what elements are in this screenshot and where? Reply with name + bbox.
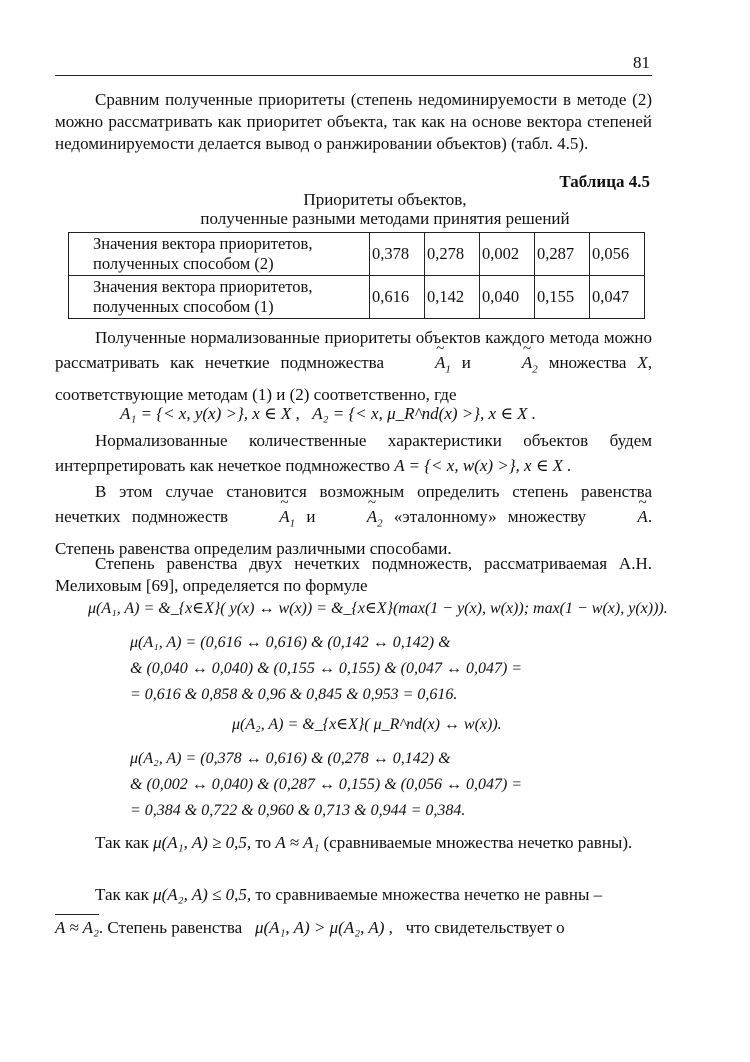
table-caption: Таблица 4.5 [559, 172, 650, 191]
paragraph-5: Степень равенства двух нечетких подмножеств, рассматриваемая А.Н. Мелиховым [69], определяется по формуле [55, 554, 652, 595]
table-row [69, 276, 645, 319]
paragraph-4 [55, 479, 652, 561]
p8-text-b: что свидетельствует о [405, 918, 565, 937]
p8-text-a: . Степень равенства [98, 918, 243, 937]
priorities-table [68, 232, 645, 319]
set-a1: ~ $A_1$ [395, 353, 451, 372]
set-a2: ~ $A_2$ [482, 353, 538, 372]
formula-compare: μ(A₁, A) > μ(A₂, A) , [254, 918, 393, 937]
paragraph-7 [55, 882, 652, 907]
p6-text-b: то [255, 833, 272, 852]
p2-text-a: Полученные нормализованные приоритеты объектов каждого метода можно рассматривать как нечеткие подмножества [55, 328, 652, 372]
formula-sets [120, 401, 600, 427]
row-label-line-2: полученных способом (1) [93, 297, 274, 316]
formula-approx-1: A ≈ A₁ [275, 833, 320, 852]
table-row [69, 233, 645, 276]
row-label-line-2: полученных способом (2) [93, 254, 274, 273]
paragraph-6 [55, 830, 652, 855]
formula-line-6: = 0,616 & 0,858 & 0,96 & 0,845 & 0,953 = 0,616. [130, 686, 458, 703]
paragraph-8 [55, 914, 652, 940]
row-label-line-1: Значения вектора приоритетов, [93, 234, 313, 253]
formula-a1-def: A₁ = {< x, y(x) >}, x ∈ X , [120, 404, 300, 423]
formula-a-def: A = {< x, w(x) >}, x ∈ X . [394, 456, 572, 475]
p4-text-d: . Степень равенства определим различными способами. [55, 507, 653, 559]
p3-text: Нормализованные количественные характеристики объектов будем интерпретировать как нечеткое подмножество [55, 431, 652, 475]
set-x: X [637, 353, 648, 372]
formula-line-5: & (0,040 ↔ 0,040) & (0,155 ↔ 0,155) & (0,047 ↔ 0,047) = [130, 660, 523, 677]
table-cell: 0,142 [425, 276, 480, 319]
table-cell: 0,047 [590, 276, 645, 319]
row-label [69, 233, 370, 276]
row-label [69, 276, 370, 319]
page-number: 81 [633, 53, 650, 72]
table-cell: 0,278 [425, 233, 480, 276]
p2-text-c: множества [548, 353, 627, 372]
set-a: ~ A [597, 507, 647, 526]
formula-line-10: = 0,384 & 0,722 & 0,960 & 0,713 & 0,944 = 0,384. [130, 802, 466, 819]
paragraph-2: Полученные нормализованные приоритеты объектов каждого метода можно рассматривать как нечеткие подмножества ~ $A_1$ и ~ $A_2$ множества X, соответствующие методам (1) и (2) соответственно, где [55, 325, 652, 407]
p7-text-b: то сравниваемые множества нечетко не равны – [255, 885, 603, 904]
set-a1: ~ $A_1$ [239, 507, 295, 526]
table-cell: 0,155 [535, 276, 590, 319]
table-title-2: полученные разными методами принятия решений [200, 209, 570, 228]
table-cell: 0,287 [535, 233, 590, 276]
table-cell: 0,040 [480, 276, 535, 319]
formula-line-4: μ(A₁, A) = (0,616 ↔ 0,616) & (0,142 ↔ 0,142) & [130, 634, 451, 651]
table-cell: 0,056 [590, 233, 645, 276]
header-rule [55, 75, 652, 76]
table-cell: 0,616 [370, 276, 425, 319]
formula-line-9: & (0,002 ↔ 0,040) & (0,287 ↔ 0,155) & (0,056 ↔ 0,047) = [130, 776, 523, 793]
formula-ineq-2: μ(A₂, A) ≤ 0,5, [153, 885, 252, 904]
formula-a2-def: A₂ = {< x, μ_R^nd(x) >}, x ∈ X . [312, 404, 537, 423]
p4-text-a: В этом случае становится возможным определить степень равенства нечетких подмножеств [55, 482, 652, 526]
table-cell: 0,378 [370, 233, 425, 276]
row-label-line-1: Значения вектора приоритетов, [93, 277, 313, 296]
table-title-1: Приоритеты объектов, [303, 190, 467, 209]
paragraph-1: Сравним полученные приоритеты (степень недоминируемости в методе (2) можно рассматривать как приоритет объекта, так как на основе вектора степеней недоминируемости делается вывод о ранжировании объектов) (табл. 4.5). [55, 90, 652, 153]
formula-line-8: μ(A₂, A) = (0,378 ↔ 0,616) & (0,278 ↔ 0,142) & [130, 750, 451, 767]
p6-text-a: Так как [95, 833, 149, 852]
set-a2: ~ $A_2$ [327, 507, 383, 526]
formula-melikhov: μ(A₁, A) = &_{x∈X}( y(x) ↔ w(x)) = &_{x∈X}(max(1 − y(x), w(x)); max(1 − w(x), y(x))). [88, 600, 668, 617]
p6-text-c: (сравниваемые множества нечетко равны). [323, 833, 633, 852]
formula-ineq-1: μ(A₁, A) ≥ 0,5, [153, 833, 252, 852]
p4-text-b: и [306, 507, 316, 526]
paragraph-3 [55, 428, 652, 478]
p2-text-b: и [461, 353, 471, 372]
p4-text-c: «эталонному» множеству [393, 507, 587, 526]
formula-line-7: μ(A₂, A) = &_{x∈X}( μ_R^nd(x) ↔ w(x)). [232, 716, 502, 733]
p7-text-a: Так как [95, 885, 149, 904]
p2-text-d: соответствующие методам (1) и (2) соответственно, где [55, 385, 457, 405]
table-cell: 0,002 [480, 233, 535, 276]
formula-not-approx: A ≈ A₂ [55, 914, 99, 940]
